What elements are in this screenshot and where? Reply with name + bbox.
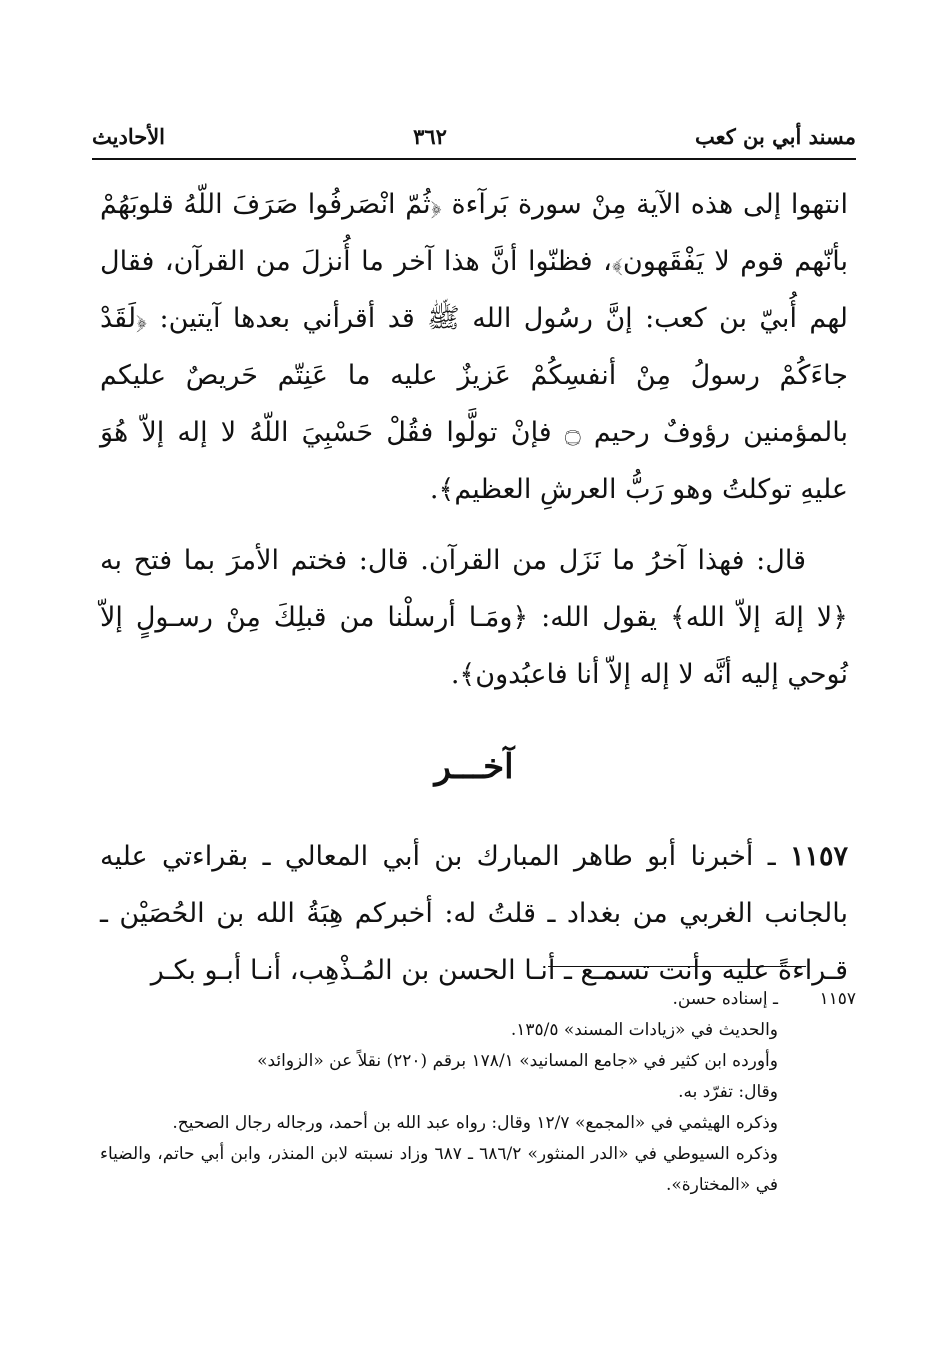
footnote-rule [548,966,806,967]
footnote-line: والحديث في «زيادات المسند» ١٣٥/٥. [510,1020,778,1040]
footnote-line: وقال: تفرّد به. [678,1082,778,1102]
paragraph-1: انتهوا إلى هذه الآية مِنْ سورة بَرآءة ﴿ثُمّ انْصَرفُوا صَرَفَ اللّهُ قلوبَهُمْ بأنّهم قوم لا يَفْقَهون﴾، فظنّوا أنَّ هذا آخر ما أُنزلَ من القرآن، فقال لهم أُبيّ بن كعب: إنَّ رسُول الله ﷺ قد أقرأني بعدها آيتين: ﴿لَقَدْ جاءَكُمْ رسولُ مِنْ أنفسِكُمْ عَزيزٌ عليه ما عَنِتّم حَريصٌ عليكم بالمؤمنين رؤوفٌ رحيم ۝ فإنْ تولَّوا فقُلْ حَسْبِيَ اللّهُ لا إله إلاّ هُوَ عليهِ توكلتُ وهو رَبُّ العرشِ العظيم﴾. [100,189,848,505]
footnotes [100,984,856,1201]
footnote-line: وذكره السيوطي في «الدر المنثور» ٦٨٦/٢ ـ ٦٨٧ وزاد نسبته لابن المنذر، وابن أبي حاتم، والضياء في «المختارة». [100,1144,779,1195]
main-text [100,176,848,999]
footnote-line: وذكره الهيثمي في «المجمع» ١٢/٧ وقال: رواه عبد الله بن أحمد، ورجاله رجال الصحيح. [172,1113,778,1133]
section-title: آخـــر [434,747,514,787]
section-name: الأحاديث [92,123,166,149]
book-title: مسند أبي بن كعب [694,123,856,149]
footnote-number: ١١٥٧ [819,989,856,1009]
paragraph-2: قال: فهذا آخرُ ما نَزَل من القرآن. قال: فختم الأمرَ بما فتح به ﴿لا إلهَ إلاّ الله﴾ يقول الله: ﴿ومَـا أرسلْنا من قبلِكَ مِنْ رسـولٍ إلاّ نُوحي إليه أنَّه لا إله إلاّ أنا فاعبُدون﴾. [100,545,848,690]
paragraph-3 [100,828,848,999]
running-header [92,118,856,154]
footnote [100,984,856,1201]
header-rule [92,158,856,160]
footnote-body [100,984,778,1201]
hadith-text: ـ أخبرنا أبو طاهر المبارك بن أبي المعالي ـ بقراءتي عليه بالجانب الغربي من بغداد ـ قلتُ له: أخبركم هِبَةُ الله بن الحُصَيْن ـ قـراءةً عليه وأنت تسمـع ـ أنـا الحسن بن المُـذْهِب، أنـا أبـو بكـر [100,841,848,986]
footnote-line: ـ إسناده حسن. [672,989,778,1009]
footnote-line: وأورده ابن كثير في «جامع المسانيد» ١٧٨/١ برقم (٢٢٠) نقلاً عن «الزوائد» [257,1051,778,1071]
hadith-number: ١١٥٧ [789,841,848,872]
page-number: ٣٦٢ [413,123,447,149]
